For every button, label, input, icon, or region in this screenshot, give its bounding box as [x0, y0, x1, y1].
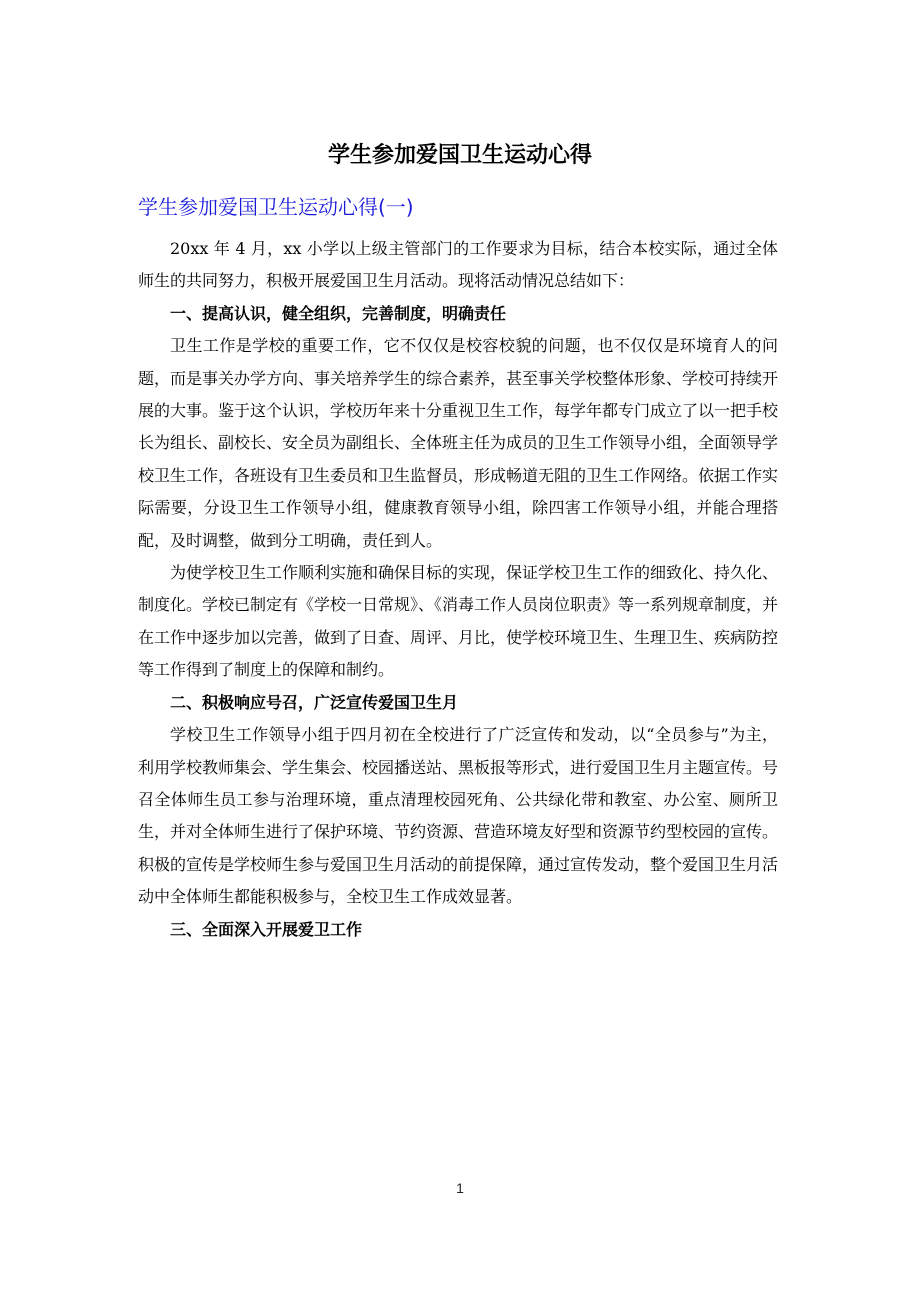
paragraph-intro: 20xx 年 4 月，xx 小学以上级主管部门的工作要求为目标，结合本校实际，通过全体师生的共同努力，积极开展爱国卫生月活动。现将活动情况总结如下： [138, 239, 778, 291]
heading-2: 二、积极响应号召，广泛宣传爱国卫生月 [170, 692, 459, 712]
section-title: 学生参加爱国卫生运动心得(一) [138, 195, 414, 219]
paragraph: 学校卫生工作领导小组于四月初在全校进行了广泛宣传和发动，以“全员参与”为主，利用学校教师集会、学生集会、校园播送站、黑板报等形式，进行爱国卫生月主题宣传。号召全体师生员工参与治理环境，重点清理校园死角、公共绿化带和教室、办公室、厕所卫生，并对全体师生进行了保护环境、节约资源、营造环境友好型和资源节约型校园的宣传。积极的宣传是学校师生参与爱国卫生月活动的前提保障，通过宣传发动，整个爱国卫生月活动中全体师生都能积极参与，全校卫生工作成效显著。 [138, 725, 779, 907]
paragraph: 为使学校卫生工作顺利实施和确保目标的实现，保证学校卫生工作的细致化、持久化、制度化。学校已制定有《学校一日常规》、《消毒工作人员岗位职责》等一系列规章制度，并在工作中逐步加以完善，做到了日查、周评、月比，使学校环境卫生、生理卫生、疾病防控等工作得到了制度上的保障和制约。 [138, 563, 779, 680]
document-title: 学生参加爱国卫生运动心得 [327, 143, 592, 168]
heading-1: 一、提高认识，健全组织，完善制度，明确责任 [170, 303, 507, 323]
paragraph: 卫生工作是学校的重要工作，它不仅仅是校容校貌的问题，也不仅仅是环境育人的问题，而是事关办学方向、事关培养学生的综合素养，甚至事关学校整体形象、学校可持续开展的大事。鉴于这个认识，学校历年来十分重视卫生工作，每学年都专门成立了以一把手校长为组长、副校长、安全员为副组长、全体班主任为成员的卫生工作领导小组，全面领导学校卫生工作，各班设有卫生委员和卫生监督员，形成畅道无阻的卫生工作网络。依据工作实际需要，分设卫生工作领导小组，健康教育领导小组，除四害工作领导小组，并能合理搭配，及时调整，做到分工明确，责任到人。 [138, 336, 779, 550]
document-body [138, 233, 778, 946]
heading-3: 三、全面深入开展爱卫工作 [170, 919, 363, 939]
page-number: 1 [456, 1180, 464, 1196]
